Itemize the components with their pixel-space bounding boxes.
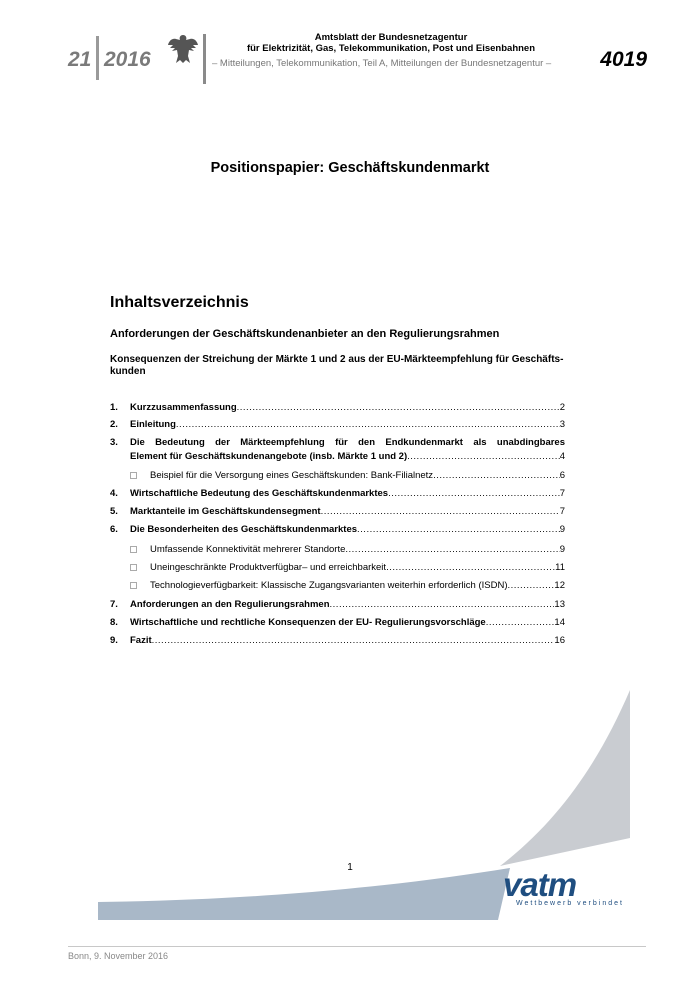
toc-entry-title-cont: Element für Geschäftskundenangebote (insb. Märkte 1 und 2) (130, 451, 408, 462)
toc-entry-page: 2 (559, 402, 565, 413)
toc-entry-title: Wirtschaftliche Bedeutung des Geschäftskundenmarktes (130, 488, 389, 499)
toc-entry-number: 9. (110, 635, 118, 646)
toc-entry-title: Die Bedeutung der Märkteempfehlung für den Endkundenmarkt als unabdingbares (130, 437, 565, 448)
toc-heading: Inhaltsverzeichnis (110, 294, 249, 311)
toc-entry-title: Wirtschaftliche und rechtliche Konsequenzen der EU- Regulierungsvorschläge (130, 617, 486, 628)
toc-entry-title: Umfassende Konnektivität mehrerer Standorte (150, 544, 346, 555)
toc-entry-page: 12 (554, 580, 565, 591)
toc-entry-page: 7 (559, 488, 565, 499)
page-number: 1 (347, 862, 353, 873)
toc-entry-title: Einleitung (130, 419, 176, 430)
toc-subheading-2: Konsequenzen der Streichung der Märkte 1 und 2 aus der EU-Märkteempfehlung für Geschäfts-kunden (110, 354, 564, 377)
toc-entry-title: Die Besonderheiten des Geschäftskundenmarktes (130, 524, 358, 535)
toc-entry-page: 13 (554, 599, 565, 610)
toc-subheading-1: Anforderungen der Geschäftskundenanbieter an den Regulierungsrahmen (110, 328, 500, 340)
publication-section: – Mitteilungen, Telekommunikation, Teil A, Mitteilungen der Bundesnetzagentur – (212, 58, 552, 69)
toc-entry-title: Marktanteile im Geschäftskundensegment (130, 506, 321, 517)
toc-entry-title: Technologieverfügbarkeit: Klassische Zugangsvarianten weiterhin erforderlich (ISDN) (150, 580, 508, 591)
toc-entry-number: 7. (110, 599, 118, 610)
publication-subtitle: für Elektrizität, Gas, Telekommunikation, Post und Eisenbahnen (246, 43, 536, 54)
toc-entry-title: Uneingeschränkte Produktverfügbar– und erreichbarkeit (150, 562, 387, 573)
toc-entry-page: 3 (559, 419, 565, 430)
toc-entry-page: 6 (559, 470, 565, 481)
toc-entry-number: 4. (110, 488, 118, 499)
footer-divider (68, 946, 646, 947)
vatm-logo: vatm (503, 866, 577, 903)
journal-page-number: 4019 (600, 48, 647, 71)
issue-year: 2016 (104, 48, 151, 71)
footer-date: Bonn, 9. November 2016 (68, 951, 169, 961)
publication-title: Amtsblatt der Bundesnetzagentur (314, 32, 468, 43)
toc-entry-title: Anforderungen an den Regulierungsrahmen (130, 599, 330, 610)
toc-entry-number: 5. (110, 506, 118, 517)
toc-entry-page: 14 (554, 617, 565, 628)
toc-entry-title: Beispiel für die Versorgung eines Geschäftskunden: Bank-Filialnetz (150, 470, 434, 481)
toc-entry-page: 9 (559, 524, 565, 535)
toc-entry-title: Kurzzusammenfassung (130, 402, 237, 413)
toc-entry-page: 7 (559, 506, 565, 517)
toc-entry-number: 6. (110, 524, 118, 535)
toc-entry-title: Fazit (130, 635, 152, 646)
toc-entry-number: 3. (110, 437, 118, 448)
toc-entry-number: 8. (110, 617, 118, 628)
document-title: Positionspapier: Geschäftskundenmarkt (210, 160, 490, 176)
toc-entry-page: 4 (559, 451, 565, 462)
toc-entry-page: 9 (559, 544, 565, 555)
logo-tagline: Wettbewerb verbindet (516, 900, 624, 907)
toc-entry-page: 11 (555, 562, 565, 573)
toc-entry-page: 16 (554, 635, 565, 646)
issue-number: 21 (68, 48, 92, 71)
toc-entry-number: 2. (110, 419, 118, 430)
toc-entry-number: 1. (110, 402, 118, 413)
